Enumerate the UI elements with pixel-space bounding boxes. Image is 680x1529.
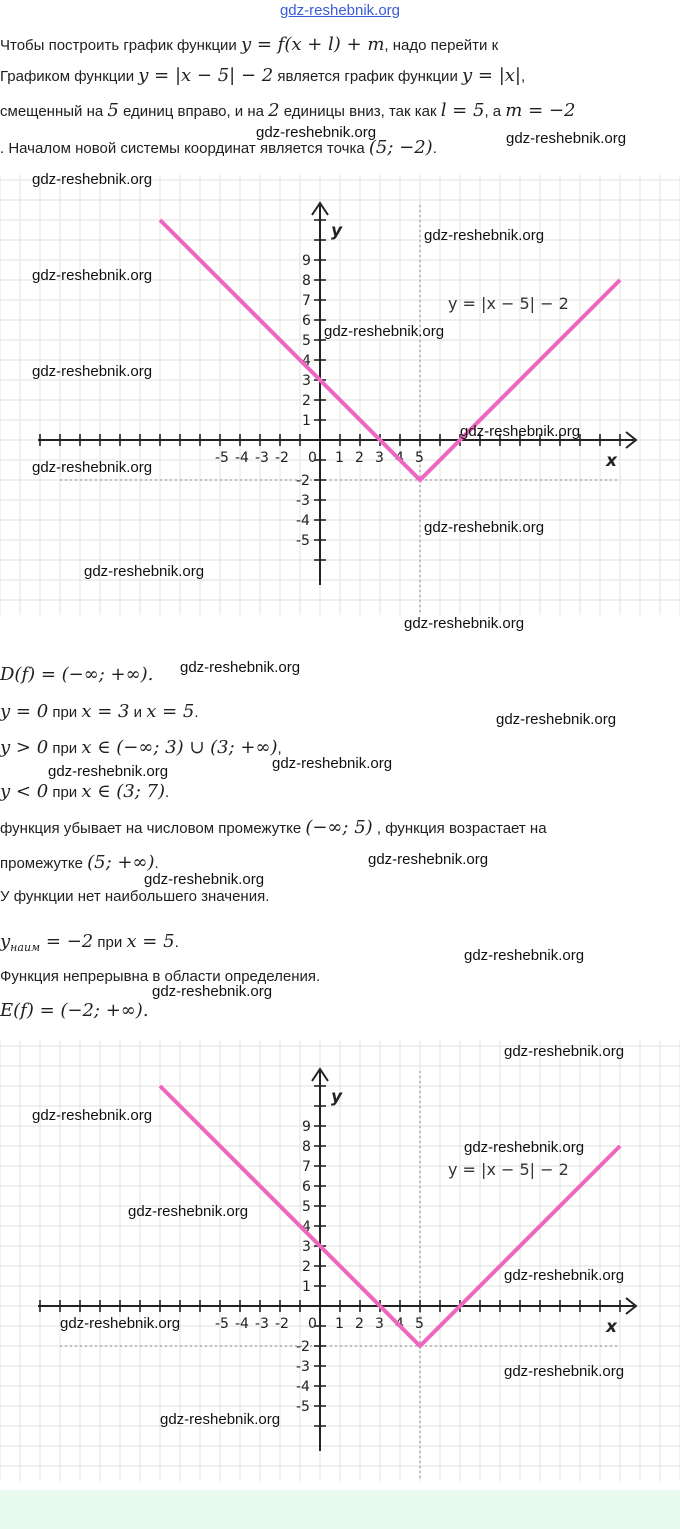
text: , (277, 740, 282, 757)
text: У функции нет наибольшего значения. (0, 888, 270, 905)
formula: y (0, 931, 11, 952)
x-tick-label: 4 (395, 1316, 404, 1332)
formula: m = −2 (505, 100, 576, 121)
watermark: gdz-reshebnik.org (256, 124, 377, 141)
y-tick-label: 9 (302, 253, 311, 269)
text: Функция непрерывна в области определения. (0, 968, 321, 985)
function-label: y = |x − 5| − 2 (448, 294, 569, 313)
watermark: gdz-reshebnik.org (32, 171, 153, 188)
formula: l = 5 (440, 100, 485, 121)
text: , надо перейти к (384, 37, 499, 54)
text: Чтобы построить график функции (0, 37, 241, 54)
watermark: gdz-reshebnik.org (464, 1139, 585, 1156)
y-tick-label: -5 (296, 533, 310, 549)
min-line (0, 931, 179, 954)
x-tick-label: 1 (335, 1316, 344, 1332)
text: при (48, 704, 82, 721)
y-tick-label: -3 (296, 493, 310, 509)
y-tick-label: -4 (296, 1379, 310, 1395)
formula: y > 0 (0, 737, 49, 758)
watermark: gdz-reshebnik.org (48, 763, 169, 780)
x-tick-label: 2 (355, 1316, 364, 1332)
y-tick-label: 5 (302, 1199, 311, 1215)
text: промежутке (0, 855, 88, 872)
watermark: gdz-reshebnik.org (272, 755, 393, 772)
watermark: gdz-reshebnik.org (84, 563, 205, 580)
watermark: gdz-reshebnik.org (506, 130, 627, 147)
x-tick-label: -4 (235, 1316, 249, 1332)
formula: = −2 (40, 931, 94, 952)
positive-line (0, 737, 282, 758)
formula: y = 0 (0, 701, 49, 722)
x-tick-label: -2 (275, 450, 289, 466)
y-tick-label: 8 (302, 273, 311, 289)
text: . Началом новой системы координат является точка (0, 140, 369, 157)
text: . (165, 784, 170, 801)
max-line (0, 888, 269, 905)
x-tick-label: 5 (415, 1316, 424, 1332)
watermark: gdz-reshebnik.org (180, 659, 301, 676)
text: смещенный на (0, 103, 108, 120)
text: , а (484, 103, 506, 120)
y-tick-label: 7 (302, 293, 311, 309)
watermark: gdz-reshebnik.org (460, 423, 581, 440)
site-header-link[interactable]: gdz-reshebnik.org (279, 2, 401, 19)
text: . (432, 140, 437, 157)
watermark: gdz-reshebnik.org (32, 267, 153, 284)
grid (0, 175, 680, 615)
y-tick-label: 4 (302, 353, 311, 369)
formula: y < 0 (0, 781, 49, 802)
x-tick-label: 5 (415, 450, 424, 466)
text: единиц вправо, и на (118, 103, 269, 120)
watermark: gdz-reshebnik.org (324, 323, 445, 340)
formula: (−∞; 5) (305, 817, 373, 838)
x-tick-label: -5 (215, 1316, 229, 1332)
watermark: gdz-reshebnik.org (504, 1363, 625, 1380)
y-tick-label: -4 (296, 513, 310, 529)
y-tick-label: 1 (302, 413, 311, 429)
watermark: gdz-reshebnik.org (504, 1043, 625, 1060)
formula: 2 (268, 100, 280, 121)
y-tick-label: 3 (302, 373, 311, 389)
watermark: gdz-reshebnik.org (160, 1411, 281, 1428)
watermark: gdz-reshebnik.org (424, 227, 545, 244)
text: единицы вниз, так как (279, 103, 441, 120)
x-axis-label: x (606, 1317, 617, 1337)
monotonic-line-1 (0, 817, 547, 838)
domain-line (0, 664, 153, 685)
watermark: gdz-reshebnik.org (504, 1267, 625, 1284)
y-tick-label: 9 (302, 1119, 311, 1135)
zeros-line (0, 701, 199, 722)
text: . (154, 855, 159, 872)
y-tick-label: -2 (296, 1339, 310, 1355)
formula: x = 5 (126, 931, 175, 952)
formula: x = 5 (146, 701, 195, 722)
x-tick-label: 3 (375, 450, 384, 466)
watermark: gdz-reshebnik.org (32, 1107, 153, 1124)
y-tick-label: 1 (302, 1279, 311, 1295)
formula: x ∈ (3; 7) (81, 781, 165, 802)
formula: x = 3 (81, 701, 130, 722)
x-tick-label: 0 (308, 450, 317, 466)
text: является график функции (273, 68, 462, 85)
x-tick-label: 2 (355, 450, 364, 466)
function-graph-1 (0, 175, 680, 615)
range-line (0, 1000, 149, 1021)
x-tick-label: 3 (375, 1316, 384, 1332)
x-tick-label: 0 (308, 1316, 317, 1332)
watermark: gdz-reshebnik.org (60, 1315, 181, 1332)
text: функция убывает на числовом промежутке (0, 820, 306, 837)
text: при (48, 740, 82, 757)
formula: x ∈ (−∞; 3) ∪ (3; +∞) (81, 737, 278, 758)
y-tick-label: 4 (302, 1219, 311, 1235)
y-tick-label: 2 (302, 1259, 311, 1275)
text: Графиком функции (0, 68, 139, 85)
watermark: gdz-reshebnik.org (404, 615, 525, 632)
watermark: gdz-reshebnik.org (128, 1203, 249, 1220)
x-tick-label: -4 (235, 450, 249, 466)
y-tick-label: 7 (302, 1159, 311, 1175)
watermark: gdz-reshebnik.org (144, 871, 265, 888)
watermark: gdz-reshebnik.org (496, 711, 617, 728)
y-tick-label: 5 (302, 333, 311, 349)
x-tick-label: -2 (275, 1316, 289, 1332)
x-tick-label: 4 (395, 450, 404, 466)
intro-line-2 (0, 65, 525, 86)
text: . (174, 934, 179, 951)
y-tick-label: -5 (296, 1399, 310, 1415)
watermark: gdz-reshebnik.org (424, 519, 545, 536)
watermark: gdz-reshebnik.org (368, 851, 489, 868)
y-tick-label: 2 (302, 393, 311, 409)
formula: y = |x| (462, 65, 521, 86)
formula: E(f) = (−2; +∞). (0, 1000, 149, 1021)
monotonic-line-2 (0, 852, 159, 873)
formula: (5; −2) (368, 137, 433, 158)
y-axis-label: y (331, 1087, 343, 1107)
formula: 5 (107, 100, 119, 121)
text: при (48, 784, 82, 801)
y-tick-label: 8 (302, 1139, 311, 1155)
watermark: gdz-reshebnik.org (464, 947, 585, 964)
y-tick-label: 6 (302, 1179, 311, 1195)
formula: y = |x − 5| − 2 (138, 65, 274, 86)
watermark: gdz-reshebnik.org (32, 459, 153, 476)
intro-line-1 (0, 34, 498, 55)
x-axis-label: x (606, 451, 617, 471)
y-tick-label: -3 (296, 1359, 310, 1375)
intro-line-3 (0, 100, 575, 121)
formula: y = f(x + l) + m (240, 34, 385, 55)
formula: D(f) = (−∞; +∞). (0, 664, 154, 685)
function-label: y = |x − 5| − 2 (448, 1160, 569, 1179)
y-axis-label: y (331, 221, 343, 241)
formula: (5; +∞) (87, 852, 155, 873)
x-tick-label: -3 (255, 1316, 269, 1332)
text: и (129, 704, 147, 721)
y-tick-label: 6 (302, 313, 311, 329)
watermark: gdz-reshebnik.org (152, 983, 273, 1000)
y-tick-label: 3 (302, 1239, 311, 1255)
text: , (520, 68, 526, 85)
x-tick-label: -3 (255, 450, 269, 466)
text: , функция возрастает на (372, 820, 547, 837)
bottom-bar (0, 1490, 680, 1529)
y-tick-label: -2 (296, 473, 310, 489)
watermark: gdz-reshebnik.org (32, 363, 153, 380)
x-tick-label: 1 (335, 450, 344, 466)
x-tick-label: -5 (215, 450, 229, 466)
text: . (194, 704, 199, 721)
text: при (93, 934, 127, 951)
subscript: наим (10, 941, 41, 954)
negative-line (0, 781, 169, 802)
